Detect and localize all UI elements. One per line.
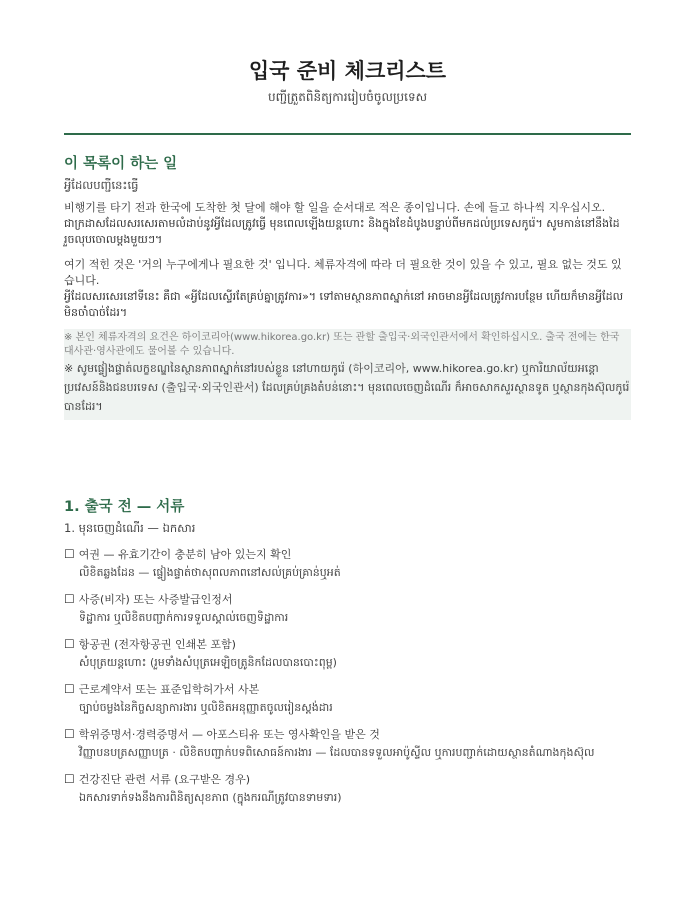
checkbox-icon[interactable]: ☐ — [64, 682, 75, 696]
checklist-item-label-ko: 근로계약서 또는 표준입학허가서 사본 — [78, 683, 260, 696]
checklist-item-label-km: លិខិតឆ្លងដែន — ផ្ទៀងផ្ទាត់ថាសុពលភាពនៅសល់គ្រប់គ្រាន់ឬអត់ — [79, 566, 341, 579]
intro-section — [64, 154, 631, 420]
checklist-item-label-km: ទិដ្ឋាការ ឬលិខិតបញ្ជាក់ការទទួលស្គាល់ចេញទិដ្ឋាការ — [79, 611, 289, 624]
checklist-item-label-ko: 항공권 (전자항공권 인쇄본 포함) — [78, 638, 236, 651]
intro-paragraph-ko: 비행기를 타기 전과 한국에 도착한 첫 달에 해야 할 일을 순서대로 적은 종이입니다. 손에 들고 하나씩 지우십시오. — [64, 201, 606, 214]
scope-paragraph-km: អ្វីដែលសរសេរនៅទីនេះ គឺជា «អ្វីដែលស្ទើរតែគ្រប់គ្នាត្រូវការ»។ ទៅតាមស្ថានភាពស្នាក់នៅ អាចមានអ្វីដែលត្រូវការបន្ថែម ហើយក៏មានអ្វីដែលមិនចាំបាច់ដែរ។ — [64, 290, 624, 319]
documents-section — [64, 497, 631, 807]
header-divider — [64, 133, 631, 135]
note-text-km: ※ សូមផ្ទៀងផ្ទាត់លក្ខខណ្ឌនៃស្ថានភាពស្នាក់នៅរបស់ខ្លួន នៅហាយកូរ៉េ (하이코리아, www.hikorea.go.kr) ឬការិយាល័យអន្តោប្រវេសន៍និងជនបរទេស (출입국·외국인관서) ដែលគ្រប់គ្រងតំបន់នោះ។ មុនពេលចេញដំណើរ ក៏អាចសាកសួរស្ថានទូត ឬស្ថានកុងស៊ុលកូរ៉េបានដែរ។ — [64, 362, 630, 413]
checklist-item-label-ko: 학위증명서·경력증명서 — 아포스티유 또는 영사확인을 받은 것 — [78, 728, 380, 741]
checklist-item[interactable] — [64, 636, 631, 672]
checkbox-icon[interactable]: ☐ — [64, 727, 75, 741]
checklist-item[interactable] — [64, 591, 631, 627]
checklist-item-label-km: ច្បាប់ចម្លងនៃកិច្ចសន្យាការងារ ឬលិខិតអនុញ្ញាតចូលរៀនស្តង់ដារ — [79, 701, 333, 714]
section-heading: 1. 출국 전 — 서류 — [64, 499, 185, 515]
checkbox-icon[interactable]: ☐ — [64, 637, 75, 651]
intro-heading: 이 목록이 하는 일 — [64, 156, 178, 172]
checklist-item-label-km: សំបុត្រយន្តហោះ (រួមទាំងសំបុត្រអេឡិចត្រូនិកដែលបានបោះពុម្ព) — [79, 656, 337, 669]
checkbox-icon[interactable]: ☐ — [64, 772, 75, 786]
checklist-item[interactable] — [64, 726, 631, 762]
checklist-item-label-km: ឯកសារទាក់ទងនឹងការពិនិត្យសុខភាព (ក្នុងករណីត្រូវបានទាមទារ) — [79, 791, 342, 804]
note-box — [64, 329, 631, 420]
page-title: 입국 준비 체크리스트 — [248, 59, 447, 83]
section-heading-km: 1. មុនចេញដំណើរ — ឯកសារ — [64, 521, 196, 535]
note-text-ko: ※ 본인 체류자격의 요건은 하이코리아(www.hikorea.go.kr) 또는 관할 출입국·외국인관서에서 확인하십시오. 출국 전에는 한국 대사관·영사관에도 물어볼 수 있습니다. — [64, 332, 620, 357]
checklist-item-label-ko: 사증(비자) 또는 사증발급인정서 — [78, 593, 233, 606]
checkbox-icon[interactable]: ☐ — [64, 592, 75, 606]
checklist-item-label-ko: 건강진단 관련 서류 (요구받은 경우) — [78, 773, 251, 786]
document-header — [0, 0, 695, 105]
checklist-item-label-ko: 여권 — 유효기간이 충분히 남아 있는지 확인 — [78, 548, 292, 561]
intro-heading-km: អ្វីដែលបញ្ជីនេះធ្វើ — [64, 178, 139, 192]
checkbox-icon[interactable]: ☐ — [64, 547, 75, 561]
checklist-item[interactable] — [64, 771, 631, 807]
scope-paragraph-ko: 여기 적힌 것은 '거의 누구에게나 필요한 것' 입니다. 체류자격에 따라 더 필요한 것이 있을 수 있고, 필요 없는 것도 있습니다. — [64, 258, 622, 287]
checklist-item-label-km: វិញ្ញាបនបត្រសញ្ញាបត្រ · លិខិតបញ្ជាក់បទពិសោធន៍ការងារ — ដែលបានទទួលអាប៉ូស្ទីល ឬការបញ្ជាក់ដោយស្ថានតំណាងកុងស៊ុល — [79, 746, 595, 759]
checklist-item[interactable] — [64, 546, 631, 582]
intro-paragraph-km: ជាក្រដាសដែលសរសេរតាមលំដាប់នូវអ្វីដែលត្រូវធ្វើ មុនពេលឡើងយន្តហោះ និងក្នុងខែដំបូងបន្ទាប់ពីមកដល់ប្រទេសកូរ៉េ។ សូមកាន់នៅនឹងដៃ រួចលុបចោលម្តងមួយៗ។ — [64, 217, 620, 246]
page-subtitle: បញ្ជីត្រួតពិនិត្យការរៀបចំចូលប្រទេស — [267, 90, 428, 104]
checklist-item[interactable] — [64, 681, 631, 717]
